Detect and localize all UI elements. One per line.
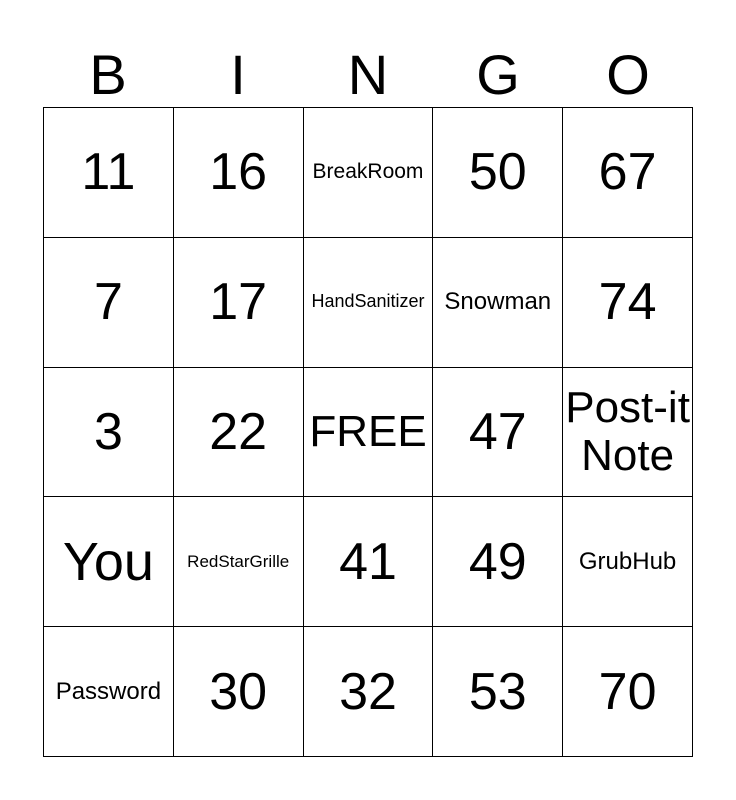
bingo-cell-r1-c5[interactable] [563,108,693,238]
cell-text: 67 [598,143,657,202]
cell-text: GrubHub [578,547,677,575]
bingo-cell-r5-c2[interactable] [174,627,304,757]
cell-text: Snowman [444,288,552,316]
free-space-cell[interactable] [304,368,434,498]
cell-text: 49 [468,532,527,591]
bingo-cell-r2-c5[interactable] [563,238,693,368]
header-letter-i: I [230,43,246,106]
cell-text: RedStarGrille [187,551,290,571]
bingo-cell-r1-c1[interactable] [44,108,174,238]
cell-text: 41 [339,532,397,591]
header-letter-g: G [476,43,520,106]
bingo-cell-r1-c4[interactable] [433,108,563,238]
cell-text: 16 [209,143,268,202]
bingo-cell-r2-c3[interactable] [304,238,434,368]
cell-text: Password [55,677,162,705]
bingo-cell-r5-c3[interactable] [304,627,434,757]
cell-text: 50 [468,143,527,202]
cell-text: 47 [468,402,527,461]
cell-text: 30 [209,662,268,721]
bingo-cell-r2-c4[interactable] [433,238,563,368]
cell-text: You [62,531,154,592]
cell-text: 22 [209,402,268,461]
cell-text: HandSanitizer [311,291,425,312]
cell-text: 17 [209,273,268,332]
bingo-cell-r4-c4[interactable] [433,497,563,627]
bingo-cell-r2-c1[interactable] [44,238,174,368]
bingo-cell-r4-c2[interactable] [174,497,304,627]
header-letter-b: B [89,43,127,106]
cell-text: 70 [598,662,657,721]
bingo-cell-r1-c2[interactable] [174,108,304,238]
cell-text: 11 [81,143,136,202]
bingo-board [43,107,693,757]
cell-text: 7 [93,273,123,332]
bingo-cell-r3-c4[interactable] [433,368,563,498]
bingo-cell-r2-c2[interactable] [174,238,304,368]
cell-text: 53 [468,662,527,721]
bingo-cell-r1-c3[interactable] [304,108,434,238]
bingo-header [43,42,693,108]
bingo-cell-r3-c5[interactable] [563,368,693,498]
cell-text: 3 [93,402,123,461]
bingo-cell-r5-c5[interactable] [563,627,693,757]
cell-text: Post-itNote [565,383,690,480]
bingo-cell-r3-c2[interactable] [174,368,304,498]
bingo-cell-r5-c1[interactable] [44,627,174,757]
cell-text: 32 [339,662,397,721]
cell-text: FREE [309,407,427,457]
cell-text: BreakRoom [312,160,424,184]
cell-text: 74 [598,273,657,332]
bingo-cell-r3-c1[interactable] [44,368,174,498]
bingo-cell-r5-c4[interactable] [433,627,563,757]
header-letter-o: O [606,43,650,106]
header-letter-n: N [347,43,389,106]
bingo-cell-r4-c1[interactable] [44,497,174,627]
bingo-cell-r4-c3[interactable] [304,497,434,627]
bingo-cell-r4-c5[interactable] [563,497,693,627]
